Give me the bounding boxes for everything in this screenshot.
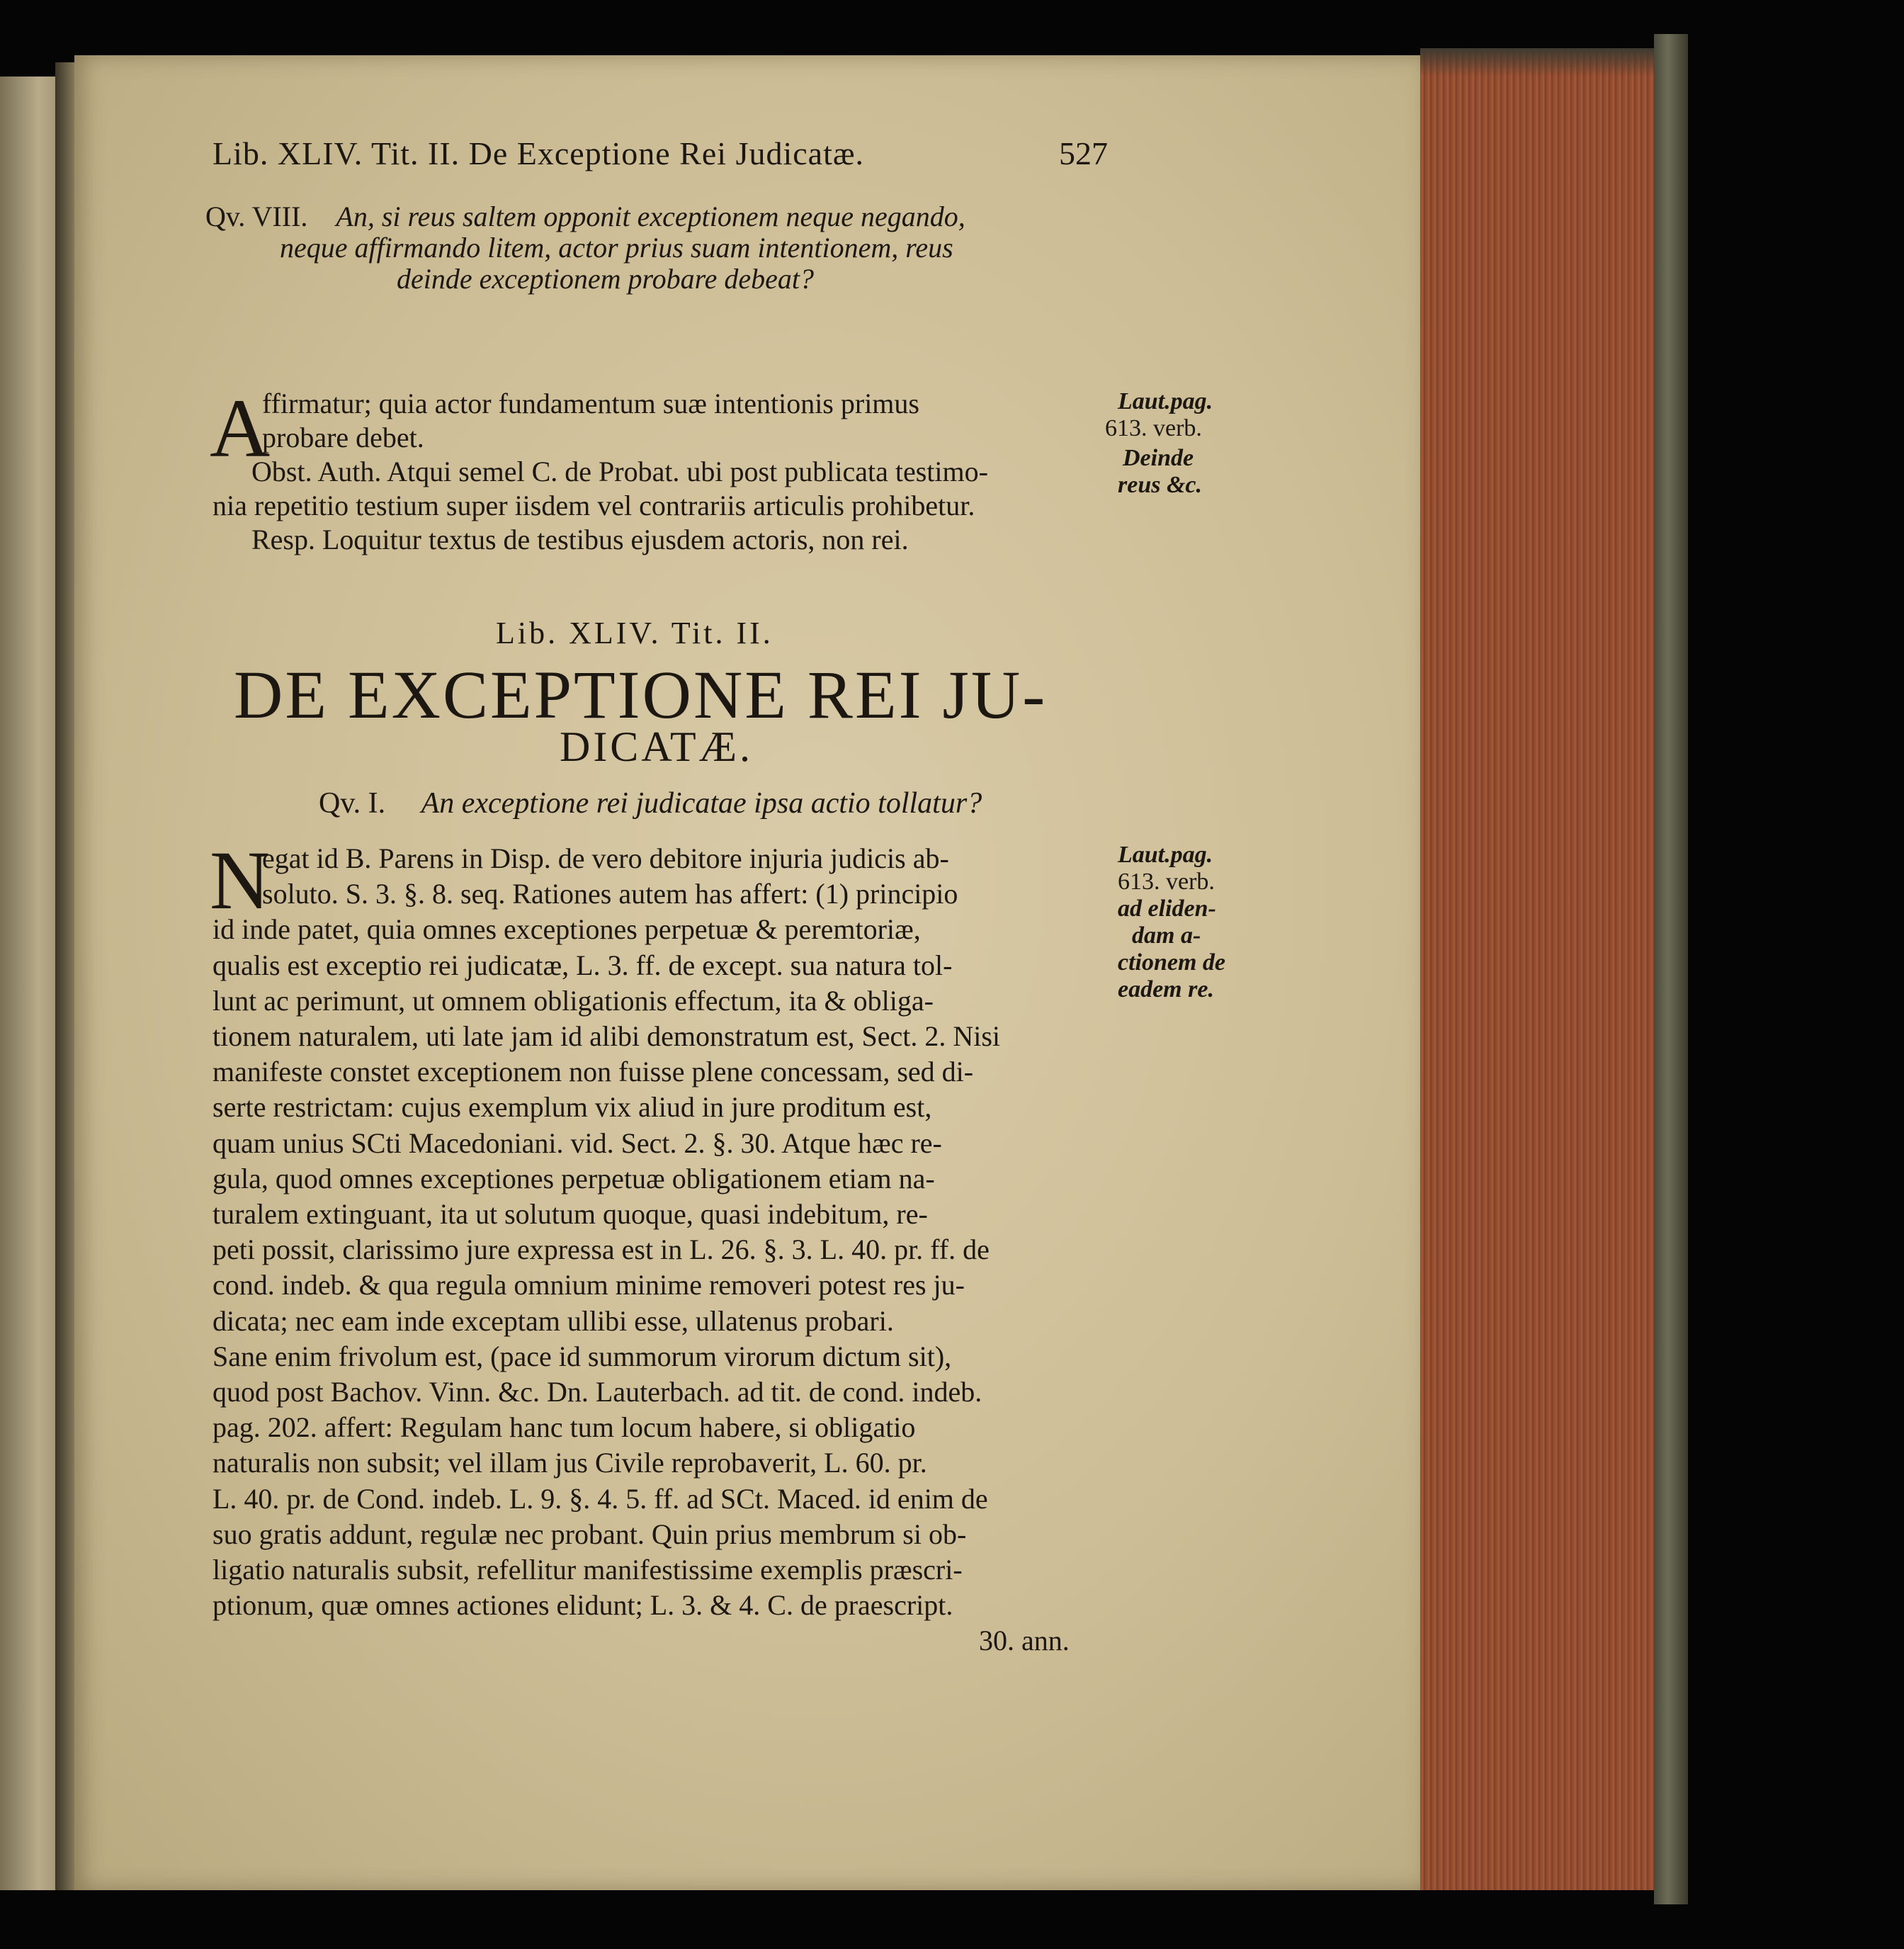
answer-line2: probare debet. [262, 422, 424, 453]
margin-note-1-line1: Laut.pag. [1118, 388, 1213, 414]
answer-line5: Resp. Loquitur textus de testibus ejusdem actoris, non rei. [251, 524, 909, 555]
margin-note-1-line3: Deinde [1123, 445, 1194, 471]
body-line: qualis est exceptio rei judicatæ, L. 3. ff. de except. sua natura tol- [212, 949, 953, 981]
body-line: id inde patet, quia omnes exceptiones perpetuæ & peremtoriæ, [212, 913, 921, 946]
body-line: ligatio naturalis subsit, refellitur manifestissime exemplis præscri- [212, 1554, 963, 1586]
margin-note-2-line5: ctionem de [1118, 949, 1226, 976]
question-i-label: Qv. I. [319, 787, 386, 820]
margin-note-1-line4: reus &c. [1118, 472, 1202, 498]
question-i-text: An exceptione rei judicatae ipsa actio tollatur? [421, 787, 982, 820]
body-line: ptionum, quæ omnes actiones elidunt; L. 3. & 4. C. de praescript. [212, 1589, 953, 1622]
body-line: lunt ac perimunt, ut omnem obligationis effectum, ita & obliga- [212, 984, 934, 1017]
body-line: suo gratis addunt, regulæ nec probant. Quin prius membrum si ob- [212, 1518, 967, 1550]
body-line: manifeste constet exceptionem non fuisse plene concessam, sed di- [212, 1056, 974, 1088]
body-line: pag. 202. affert: Regulam hanc tum locum habere, si obligatio [212, 1411, 916, 1444]
running-head: Lib. XLIV. Tit. II. De Exceptione Rei Judicatæ. [212, 135, 865, 171]
body-line: cond. indeb. & qua regula omnium minime removeri potest res ju- [212, 1269, 965, 1301]
body-line: 30. ann. [979, 1625, 1070, 1657]
answer-line4: nia repetitio testium super iisdem vel contrariis articulis prohibetur. [212, 490, 975, 521]
body-line: quod post Bachov. Vinn. &c. Dn. Lauterbach. ad tit. de cond. indeb. [212, 1376, 982, 1408]
previous-page-edge [0, 77, 55, 1890]
margin-note-1-line2: 613. verb. [1105, 415, 1202, 441]
body-line: quam unius SCti Macedoniani. vid. Sect. 2. §. 30. Atque hæc re- [212, 1126, 942, 1159]
margin-note-2-line2: 613. verb. [1118, 869, 1215, 895]
page-fore-edge [1420, 48, 1654, 1890]
answer-line3: Obst. Auth. Atqui semel C. de Probat. ubi post publicata testimo- [251, 456, 988, 487]
body-line: gula, quod omnes exceptiones perpetuæ obligationem etiam na- [212, 1162, 935, 1194]
body-line: peti possit, clarissimo jure expressa est in L. 26. §. 3. L. 40. pr. ff. de [212, 1233, 990, 1266]
body-line: Sane enim frivolum est, (pace id summorum virorum dictum sit), [212, 1340, 952, 1372]
body-line: soluto. S. 3. §. 8. seq. Rationes autem has affert: (1) principio [262, 878, 958, 910]
section-title: DE EXCEPTIONE REI JU- [234, 657, 1048, 733]
question-viii-text: An, si reus saltem opponit exceptionem neque negando, [336, 200, 965, 232]
body-line: turalem extinguant, ita ut solutum quoque, quasi indebitum, re- [212, 1198, 928, 1230]
question-i [319, 786, 982, 820]
margin-note-2-line1: Laut.pag. [1118, 842, 1213, 868]
body-line: tionem naturalem, uti late jam id alibi demonstratum est, Sect. 2. Nisi [212, 1020, 1000, 1052]
margin-note-2-line6: eadem re. [1118, 976, 1214, 1002]
drop-cap-a: A [210, 382, 271, 475]
question-viii-line3: deinde exceptionem probare debeat? [397, 263, 815, 295]
margin-note-2-line3: ad eliden- [1118, 896, 1216, 922]
book-cover-edge [1654, 34, 1688, 1904]
section-subheading: Lib. XLIV. Tit. II. [496, 616, 774, 650]
body-line: dicata; nec eam inde exceptam ullibi esse, ullatenus probari. [212, 1304, 894, 1337]
body-line: serte restrictam: cujus exemplum vix aliud in jure proditum est, [212, 1091, 932, 1124]
margin-note-2-line4: dam a- [1132, 922, 1201, 949]
question-viii-line1 [205, 200, 965, 233]
drop-cap-n: N [210, 834, 271, 927]
question-viii-line2: neque affirmando litem, actor prius suam intentionem, reus [280, 232, 953, 264]
answer-line1: ffirmatur; quia actor fundamentum suæ intentionis primus [262, 388, 919, 419]
body-line: L. 40. pr. de Cond. indeb. L. 9. §. 4. 5. ff. ad SCt. Maced. id enim de [212, 1482, 988, 1515]
section-title-continued: DICATÆ. [560, 723, 754, 770]
body-line: naturalis non subsit; vel illam jus Civile reprobaverit, L. 60. pr. [212, 1447, 927, 1479]
body-line: egat id B. Parens in Disp. de vero debitore injuria judicis ab- [262, 842, 949, 874]
question-viii-label: Qv. VIII. [205, 200, 308, 232]
page-number: 527 [1059, 135, 1108, 171]
book-gutter [55, 62, 76, 1890]
